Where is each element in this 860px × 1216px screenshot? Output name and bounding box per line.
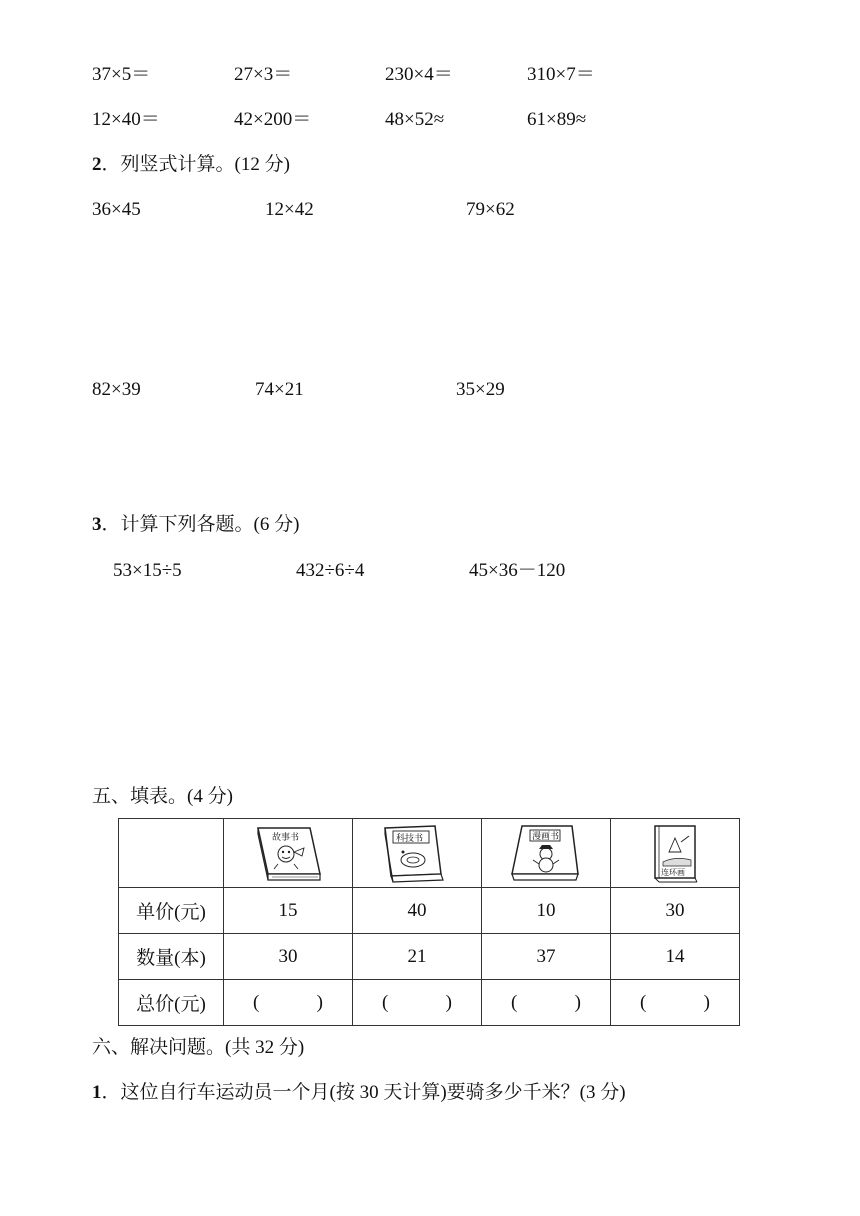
- paren-open: (: [253, 991, 260, 1013]
- book-title-text: 科技书: [396, 834, 424, 844]
- oral-item: 12×40＝: [92, 109, 160, 130]
- table-header-cell: [353, 819, 482, 888]
- table-header-cell: [611, 819, 740, 888]
- table-header-row: [119, 819, 740, 888]
- answer-blank[interactable]: [482, 980, 611, 1026]
- problem-text: ．这位自行车运动员一个月(按 30 天计算)要骑多少千米？(3 分): [101, 1082, 626, 1103]
- storybook-icon: [248, 822, 328, 884]
- oral-item: 48×52≈: [385, 109, 445, 130]
- row-label: 总价(元): [119, 980, 224, 1026]
- oral-item: 61×89≈: [527, 109, 587, 130]
- table-cell: 40: [353, 888, 482, 934]
- calc-item: 432÷6÷4: [296, 560, 365, 581]
- question-2-heading: [92, 154, 290, 176]
- table-cell: 15: [224, 888, 353, 934]
- paren-open: (: [640, 991, 647, 1013]
- table-cell: 14: [611, 934, 740, 980]
- science-book-icon: [377, 822, 457, 884]
- table-header-cell: [482, 819, 611, 888]
- table-cell: 10: [482, 888, 611, 934]
- calc-item: 45×36－120: [469, 560, 566, 581]
- vertical-calc-item: 79×62: [466, 199, 515, 220]
- table-row: [119, 980, 740, 1026]
- vertical-calc-item: 12×42: [265, 199, 314, 220]
- question-number: 1: [92, 1082, 102, 1103]
- oral-item: 230×4＝: [385, 64, 453, 85]
- answer-blank[interactable]: [611, 980, 740, 1026]
- table-cell: 30: [611, 888, 740, 934]
- problem-1: [92, 1082, 626, 1104]
- table-row: [119, 934, 740, 980]
- picture-story-book-icon: [645, 822, 705, 884]
- paren-close: ): [703, 991, 710, 1013]
- table-cell: 21: [353, 934, 482, 980]
- answer-blank[interactable]: [224, 980, 353, 1026]
- paren-close: ): [574, 991, 581, 1013]
- vertical-calc-item: 35×29: [456, 379, 505, 400]
- table-cell: 30: [224, 934, 353, 980]
- oral-item: 310×7＝: [527, 64, 595, 85]
- question-title: ．列竖式计算。(12 分): [101, 154, 290, 175]
- section-6-title: 六、解决问题。(共 32 分): [92, 1037, 305, 1058]
- question-number: 2: [92, 154, 102, 175]
- price-table: [118, 818, 740, 1026]
- paren-open: (: [382, 991, 389, 1013]
- question-number: 3: [92, 514, 102, 535]
- table-cell: 37: [482, 934, 611, 980]
- book-title-text: 故事书: [272, 833, 300, 843]
- paren-open: (: [511, 991, 518, 1013]
- table-row: [119, 888, 740, 934]
- paren-close: ): [445, 991, 452, 1013]
- vertical-calc-item: 74×21: [255, 379, 304, 400]
- table-header-cell: [224, 819, 353, 888]
- section-5-title: 五、填表。(4 分): [92, 786, 233, 807]
- calc-item: 53×15÷5: [113, 560, 182, 581]
- question-3-heading: [92, 514, 299, 536]
- book-title-text: 漫画书: [532, 832, 560, 842]
- row-label: 单价(元): [119, 888, 224, 934]
- comic-book-icon: [506, 822, 586, 884]
- question-title: ．计算下列各题。(6 分): [101, 514, 300, 535]
- answer-blank[interactable]: [353, 980, 482, 1026]
- row-label: 数量(本): [119, 934, 224, 980]
- table-corner-cell: [119, 819, 224, 888]
- book-title-text: 连环画: [661, 868, 685, 877]
- oral-item: 42×200＝: [234, 109, 312, 130]
- vertical-calc-item: 82×39: [92, 379, 141, 400]
- oral-item: 27×3＝: [234, 64, 293, 85]
- paren-close: ): [316, 991, 323, 1013]
- oral-item: 37×5＝: [92, 64, 151, 85]
- vertical-calc-item: 36×45: [92, 199, 141, 220]
